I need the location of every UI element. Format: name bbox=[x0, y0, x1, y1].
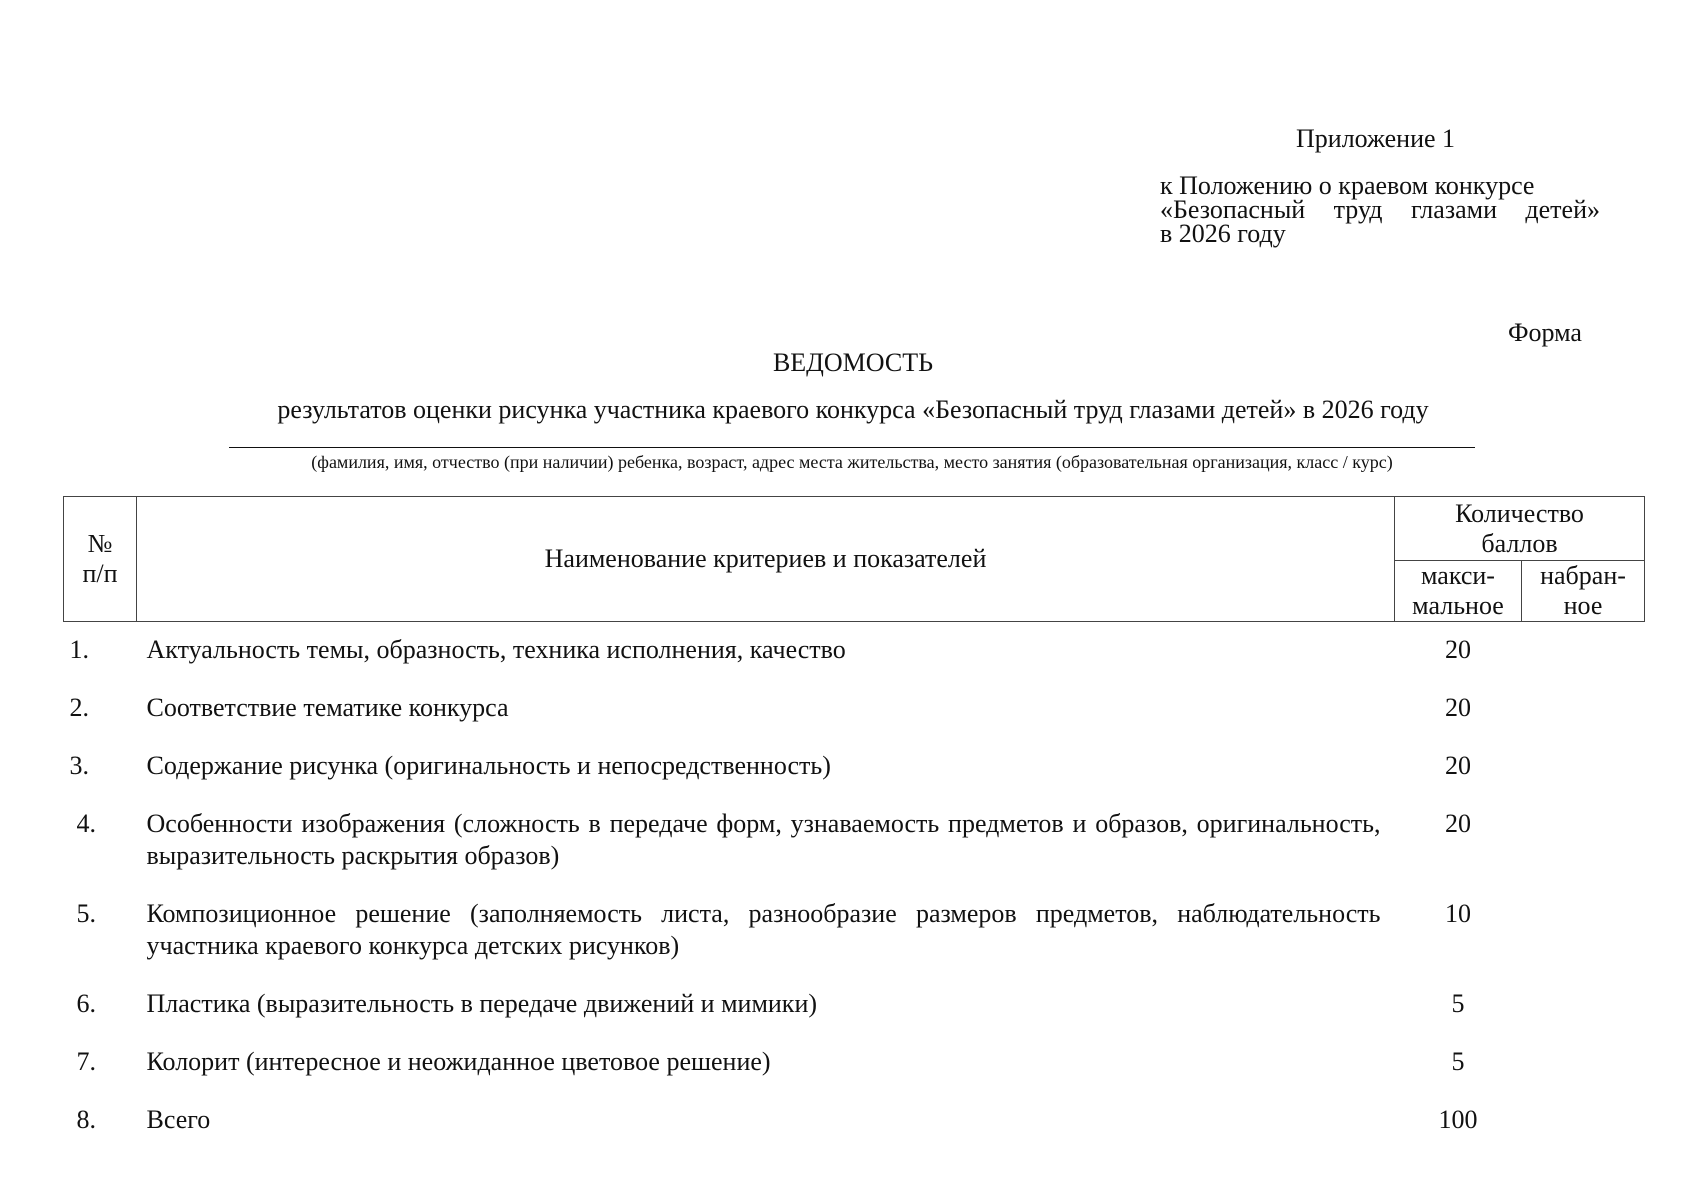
row-criterion: Пластика (выразительность в передаче движений и мимики) bbox=[146, 989, 818, 1018]
table-row bbox=[64, 782, 1645, 872]
row-scored-points[interactable] bbox=[1522, 1020, 1645, 1078]
row-max-points: 5 bbox=[1451, 1047, 1465, 1076]
row-criterion: Всего bbox=[146, 1105, 211, 1134]
row-criterion: Содержание рисунка (оригинальность и непосредственность) bbox=[146, 751, 831, 780]
row-criterion: Актуальность темы, образность, техника исполнения, качество bbox=[146, 635, 846, 664]
row-scored-points[interactable] bbox=[1522, 782, 1645, 872]
criteria-table bbox=[63, 496, 1645, 1136]
annex-title: Приложение 1 bbox=[1296, 124, 1456, 153]
table-row bbox=[64, 666, 1645, 724]
row-scored-points[interactable] bbox=[1522, 666, 1645, 724]
header-criteria-name: Наименование критериев и показателей bbox=[137, 497, 1395, 622]
annex-reference bbox=[1160, 171, 1600, 248]
annex-ref-line-3: в 2026 году bbox=[1160, 219, 1286, 248]
row-scored-points[interactable] bbox=[1522, 724, 1645, 782]
row-scored-points[interactable] bbox=[1522, 622, 1645, 667]
document-title: ВЕДОМОСТЬ bbox=[772, 348, 934, 377]
row-criterion: Особенности изображения (сложность в передаче форм, узнаваемость предметов и образов, оригинальность, выразительность раскрытия образов) bbox=[146, 809, 1381, 870]
row-max-points: 20 bbox=[1445, 693, 1471, 722]
row-number: 3. bbox=[69, 751, 89, 780]
table-row bbox=[64, 1020, 1645, 1078]
row-scored-points[interactable] bbox=[1522, 1078, 1645, 1136]
table-row bbox=[64, 872, 1645, 962]
row-number: 8. bbox=[76, 1105, 96, 1134]
table-row bbox=[64, 1078, 1645, 1136]
row-criterion: Колорит (интересное и неожиданное цветовое решение) bbox=[146, 1047, 771, 1076]
row-scored-points[interactable] bbox=[1522, 872, 1645, 962]
table-row bbox=[64, 962, 1645, 1020]
annex-ref-line-1: к Положению о краевом конкурсе bbox=[1160, 171, 1535, 200]
participant-fill-caption: (фамилия, имя, отчество (при наличии) ребенка, возраст, адрес места жительства, место занятия (образовательная организация, класс / курс) bbox=[311, 452, 1393, 472]
row-criterion: Соответствие тематике конкурса bbox=[146, 693, 509, 722]
row-max-points: 100 bbox=[1438, 1105, 1478, 1134]
row-number: 2. bbox=[69, 693, 89, 722]
row-number: 1. bbox=[69, 635, 89, 664]
document-subtitle: результатов оценки рисунка участника краевого конкурса «Безопасный труд глазами детей» в 2026 году bbox=[277, 395, 1429, 424]
row-number: 4. bbox=[76, 809, 96, 838]
header-number: № п/п bbox=[64, 497, 137, 622]
header-points-got: набран- ное bbox=[1522, 561, 1645, 622]
header-points-max: макси- мальное bbox=[1395, 561, 1522, 622]
row-number: 6. bbox=[76, 989, 96, 1018]
row-scored-points[interactable] bbox=[1522, 962, 1645, 1020]
row-max-points: 20 bbox=[1445, 809, 1471, 838]
row-criterion: Композиционное решение (заполняемость листа, разнообразие размеров предметов, наблюдательность участника краевого конкурса детских рисунков) bbox=[146, 899, 1381, 960]
participant-fill-line bbox=[229, 447, 1475, 448]
row-max-points: 5 bbox=[1451, 989, 1465, 1018]
table-row bbox=[64, 724, 1645, 782]
row-number: 5. bbox=[76, 899, 96, 928]
row-max-points: 20 bbox=[1445, 751, 1471, 780]
form-label: Форма bbox=[1508, 318, 1582, 347]
row-number: 7. bbox=[76, 1047, 96, 1076]
header-points: Количество баллов bbox=[1395, 497, 1645, 561]
row-max-points: 10 bbox=[1445, 899, 1471, 928]
annex-ref-line-2: «Безопасный труд глазами детей» bbox=[1160, 195, 1600, 224]
row-max-points: 20 bbox=[1445, 635, 1471, 664]
table-row bbox=[64, 622, 1645, 667]
